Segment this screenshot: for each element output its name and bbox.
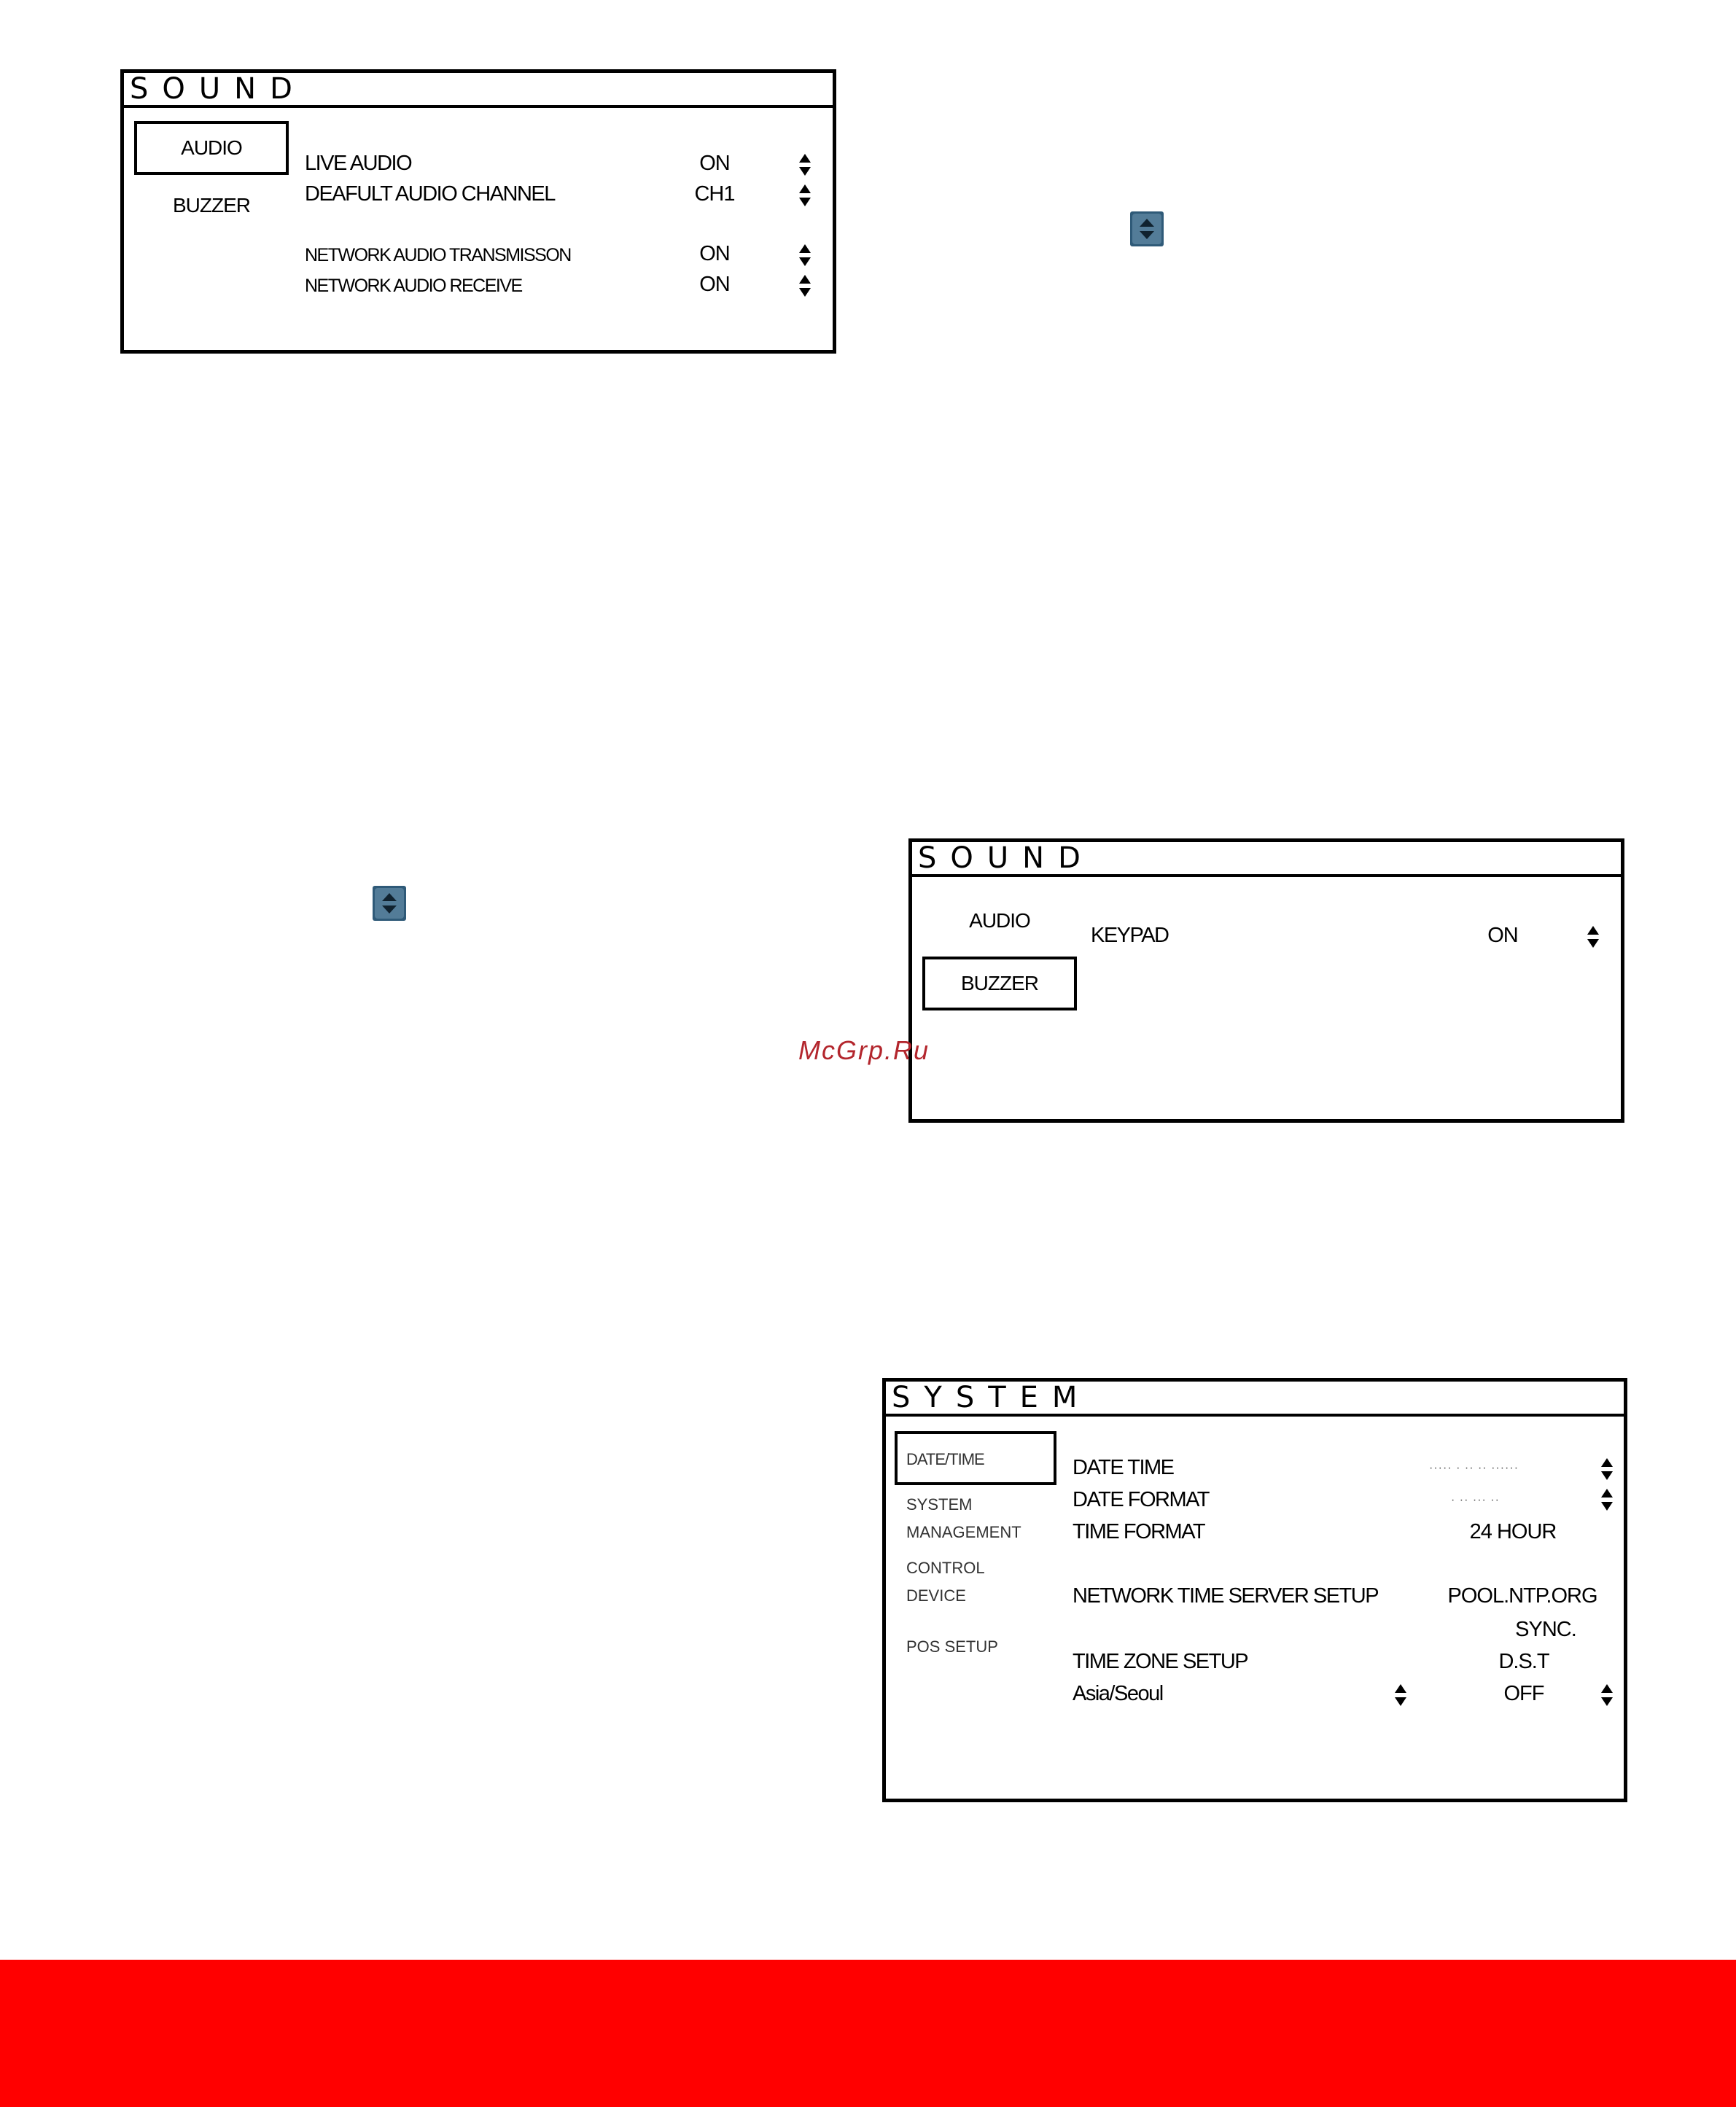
time-format-value[interactable]: 24 HOUR <box>1469 1520 1557 1543</box>
tab-date-time-label: DATE/TIME <box>906 1450 984 1468</box>
watermark: McGrp.Ru <box>798 1035 930 1065</box>
tab-control-device[interactable] <box>906 1554 985 1610</box>
keypad-label: KEYPAD <box>1091 924 1169 947</box>
default-audio-channel-label: DEAFULT AUDIO CHANNEL <box>305 182 555 206</box>
tab-date-time[interactable] <box>895 1431 1056 1485</box>
default-audio-channel-value[interactable]: CH1 <box>694 182 735 206</box>
tab-audio[interactable]: AUDIO <box>969 909 1030 932</box>
system-datetime-panel <box>882 1378 1627 1802</box>
tab-device-label: DEVICE <box>906 1586 966 1605</box>
panel-title: SOUND <box>124 73 833 108</box>
date-time-label: DATE TIME <box>1073 1456 1174 1479</box>
live-audio-label: LIVE AUDIO <box>305 152 412 175</box>
network-audio-receive-value[interactable]: ON <box>699 273 730 296</box>
date-format-label: DATE FORMAT <box>1073 1488 1210 1511</box>
tab-buzzer[interactable]: BUZZER <box>173 194 250 217</box>
network-time-server-label: NETWORK TIME SERVER SETUP <box>1073 1584 1379 1608</box>
sync-button[interactable]: SYNC. <box>1515 1618 1576 1641</box>
keypad-value[interactable]: ON <box>1487 924 1518 947</box>
tab-system-label: SYSTEM <box>906 1495 973 1514</box>
footer-band <box>0 1960 1736 2107</box>
date-time-spinner-icon[interactable] <box>1600 1457 1614 1481</box>
sound-buzzer-panel <box>908 838 1624 1123</box>
tab-audio[interactable]: AUDIO <box>134 121 289 175</box>
tab-control-label: CONTROL <box>906 1559 985 1577</box>
dst-value[interactable]: OFF <box>1503 1682 1544 1705</box>
live-audio-value[interactable]: ON <box>699 152 730 175</box>
tab-buzzer[interactable]: BUZZER <box>922 957 1077 1010</box>
live-audio-spinner-icon[interactable] <box>798 153 811 176</box>
network-audio-receive-label: NETWORK AUDIO RECEIVE <box>305 276 522 296</box>
tab-system-management[interactable] <box>906 1491 1021 1546</box>
network-time-server-value[interactable]: POOL.NTP.ORG <box>1447 1584 1597 1608</box>
tab-management-label: MANAGEMENT <box>906 1523 1021 1541</box>
keypad-spinner-icon[interactable] <box>1587 925 1600 949</box>
network-audio-transmission-label: NETWORK AUDIO TRANSMISSON <box>305 245 571 265</box>
spinner-icon <box>373 886 406 921</box>
date-format-value[interactable]: · ·· ··· ·· <box>1451 1494 1500 1506</box>
network-audio-transmission-spinner-icon[interactable] <box>798 244 811 267</box>
dst-label: D.S.T <box>1498 1650 1549 1673</box>
network-audio-receive-spinner-icon[interactable] <box>798 274 811 297</box>
date-format-spinner-icon[interactable] <box>1600 1488 1614 1511</box>
sound-audio-panel <box>120 69 836 354</box>
dst-spinner-icon[interactable] <box>1600 1683 1614 1707</box>
spinner-icon <box>1130 211 1164 246</box>
panel-title: SYSTEM <box>886 1382 1624 1417</box>
default-audio-channel-spinner-icon[interactable] <box>798 184 811 207</box>
panel-title: SOUND <box>912 842 1621 877</box>
date-time-value[interactable]: ····· · ·· ·· ······ <box>1429 1462 1519 1474</box>
time-zone-value[interactable]: Asia/Seoul <box>1073 1682 1163 1705</box>
time-zone-setup-label: TIME ZONE SETUP <box>1073 1650 1248 1673</box>
network-audio-transmission-value[interactable]: ON <box>699 242 730 265</box>
time-zone-spinner-icon[interactable] <box>1394 1683 1407 1707</box>
tab-pos-setup[interactable]: POS SETUP <box>906 1637 998 1656</box>
time-format-label: TIME FORMAT <box>1073 1520 1205 1543</box>
